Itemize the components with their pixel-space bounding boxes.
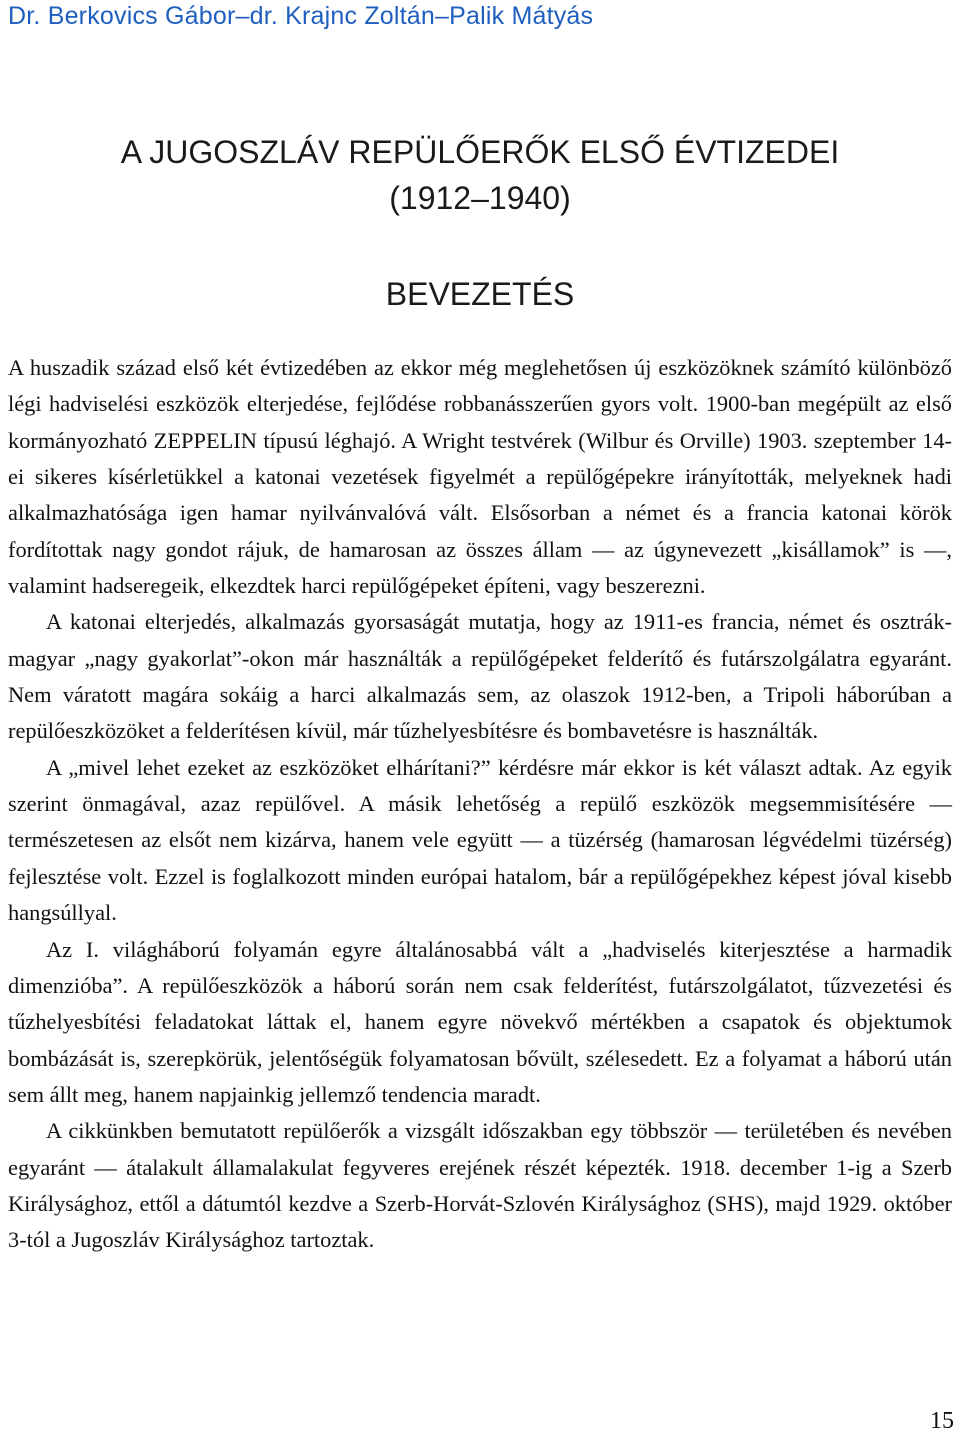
- page-number: 15: [930, 1408, 954, 1434]
- paragraph: A huszadik század első két évtizedében az ekkor még meglehetősen új eszközöknek számító különböző légi hadviselési eszközök elterjedése, fejlődése robbanásszerűen gyors volt. 1900-ban megépült az első kormányozható ZEPPELIN típusú léghajó. A Wright testvérek (Wilbur és Orville) 1903. szeptember 14-ei sikeres kísérletükkel a katonai vezetések figyelmét a repülőgépekre irányították, melyeknek hadi alkalmazhatósága igen hamar nyilvánvalóvá vált. Elsősorban a német és a francia katonai körök fordítottak nagy gondot rájuk, de hamarosan az összes állam — az úgynevezett „kisállamok” is —, valamint hadseregeik, elkezdtek harci repülőgépeket építeni, vagy beszerezni.: [8, 355, 952, 599]
- paragraph: A „mivel lehet ezeket az eszközöket elhárítani?” kérdésre már ekkor is két választ adtak. Az egyik szerint önmagával, azaz repülővel. A másik lehetőség a repülő eszközök megsemmisítésére — természetesen az elsőt nem kizárva, hanem vele együtt — a tüzérség (hamarosan légvédelmi tüzérség) fejlesztése volt. Ezzel is foglalkozott minden európai hatalom, bár a repülőgépekhez képest jóval kisebb hangsúllyal.: [8, 754, 952, 926]
- article-title-line-2: (1912–1940): [389, 180, 571, 216]
- paragraph: A katonai elterjedés, alkalmazás gyorsaságát mutatja, hogy az 1911-es francia, német és osztrák-magyar „nagy gyakorlat”-okon már használták a repülőgépeket felderítő és futárszolgálatra egyaránt. Nem váratott magára sokáig a harci alkalmazás sem, az olaszok 1912-ben, a Tripoli háborúban a repülőeszközöket a felderítésen kívül, már tűzhelyesbítésre és bombavetésre is használták.: [8, 609, 952, 744]
- paragraph: Az I. világháború folyamán egyre általánosabbá vált a „hadviselés kiterjesztése a harmadik dimenzióba”. A repülőeszközök a háború során nem csak felderítést, futárszolgálatot, tűzvezetési és tűzhelyesbítési feladatokat láttak el, hanem egyre növekvő mértékben a csapatok és objektumok bombázását is, szerepkörük, jelentőségük folyamatosan bővült, szélesedett. Ez a folyamat a háború után sem állt meg, hanem napjainkig jellemző tendencia maradt.: [8, 936, 952, 1107]
- body-text: [8, 350, 952, 1259]
- paragraph: A cikkünkben bemutatott repülőerők a vizsgált időszakban egy többször — területében és nevében egyaránt — átalakult államalakulat fegyveres erejének részét képezték. 1918. december 1-ig a Szerb Királysághoz, ettől a dátumtól kezdve a Szerb-Horvát-Szlovén Királysághoz (SHS), majd 1929. október 3-tól a Jugoszláv Királysághoz tartoztak.: [8, 1118, 952, 1253]
- article-title-line-1: A JUGOSZLÁV REPÜLŐERŐK ELSŐ ÉVTIZEDEI: [120, 134, 840, 170]
- section-heading: BEVEZETÉS: [385, 276, 575, 312]
- running-header-authors: Dr. Berkovics Gábor–dr. Krajnc Zoltán–Palik Mátyás: [8, 2, 594, 30]
